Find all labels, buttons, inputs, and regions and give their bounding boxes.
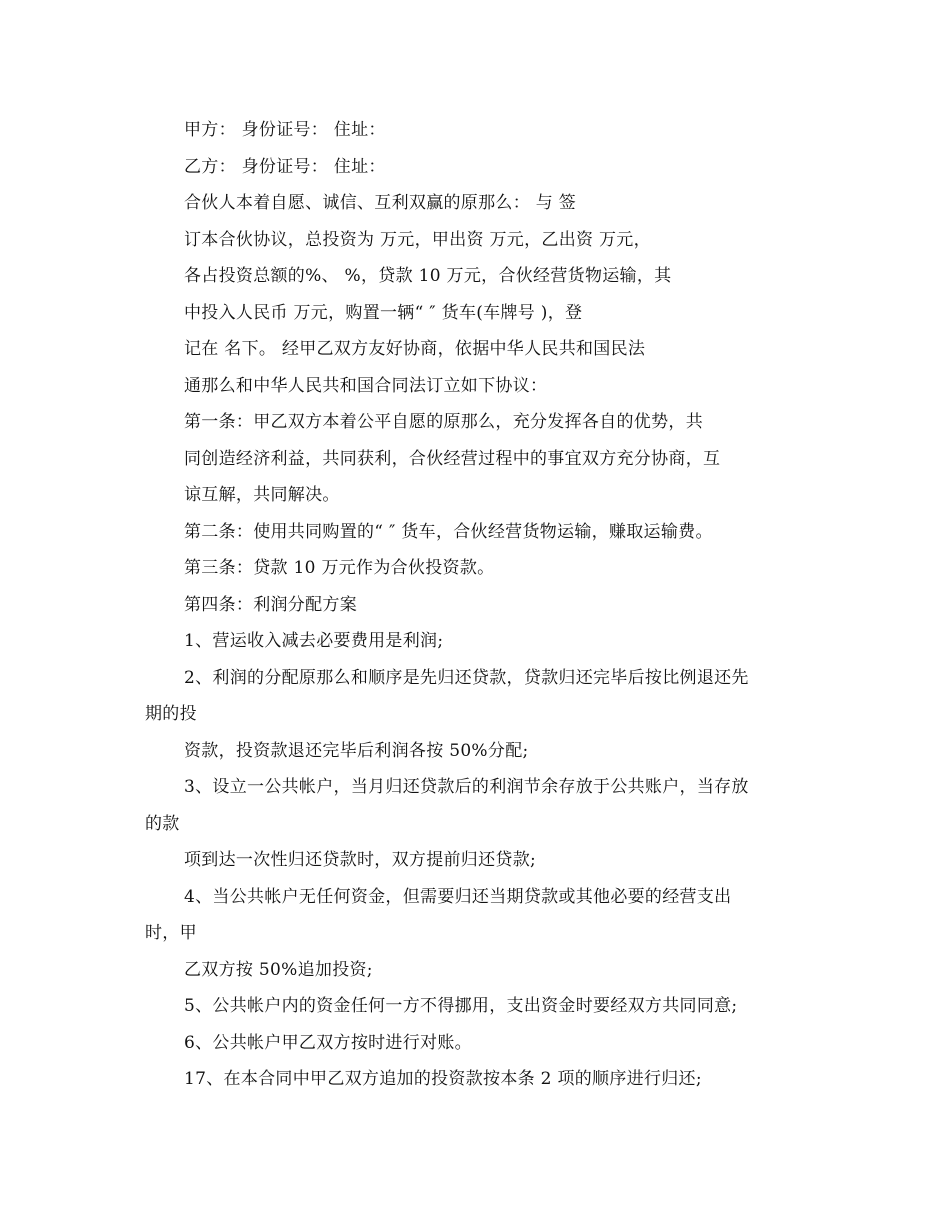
party-a-line: 甲方： 身份证号： 住址： [184,120,386,140]
clause-3-line: 的款 [145,814,180,834]
article-4-heading: 第四条：利润分配方案 [184,595,357,615]
clause-4-line: 乙双方按 50%追加投资; [184,960,373,980]
clause-3-line: 项到达一次性归还贷款时，双方提前归还贷款; [184,850,537,870]
party-b-line: 乙方： 身份证号： 住址： [184,157,386,177]
clause-3-line: 3、设立一公共帐户，当月归还贷款后的利润节余存放于公共账户，当存放 [184,777,749,797]
preamble-line: 合伙人本着自愿、诚信、互利双赢的原那么： 与 签 [184,193,577,213]
preamble-line: 记在 名下。 经甲乙双方友好协商，依据中华人民共和国民法 [184,339,646,359]
clause-5-line: 5、公共帐户内的资金任何一方不得挪用，支出资金时要经双方共同同意; [184,996,738,1016]
clause-6-line: 6、公共帐户甲乙双方按时进行对账。 [184,1033,472,1053]
article-3-line: 第三条：贷款 10 万元作为合伙投资款。 [184,558,495,578]
clause-2-line: 2、利润的分配原那么和顺序是先归还贷款，贷款归还完毕后按比例退还先 [184,668,749,688]
article-1-line: 第一条：甲乙双方本着公平自愿的原那么，充分发挥各自的优势，共 [184,412,703,432]
clause-4-line: 4、当公共帐户无任何资金，但需要归还当期贷款或其他必要的经营支出 [184,887,732,907]
preamble-line: 中投入人民币 万元，购置一辆“ ″ 货车(车牌号 )，登 [184,303,583,323]
article-2-line: 第二条：使用共同购置的“ ″ 货车，合伙经营货物运输，赚取运输费。 [184,522,713,542]
preamble-line: 订本合伙协议，总投资为 万元，甲出资 万元，乙出资 万元， [184,230,651,250]
preamble-line: 各占投资总额的%、 %，贷款 10 万元，合伙经营货物运输，其 [184,266,672,286]
clause-4-line: 时，甲 [145,923,197,943]
article-1-line: 谅互解，共同解决。 [184,485,340,505]
clause-2-line: 期的投 [145,704,197,724]
clause-2-line: 资款，投资款退还完毕后利润各按 50%分配; [184,741,529,761]
clause-1-line: 1、营运收入减去必要费用是利润; [184,631,444,651]
clause-17-line: 17、在本合同中甲乙双方追加的投资款按本条 2 项的顺序进行归还; [184,1069,702,1089]
article-1-line: 同创造经济利益，共同获利，合伙经营过程中的事宜双方充分协商，互 [184,449,721,469]
preamble-line: 通那么和中华人民共和国合同法订立如下协议： [184,376,548,396]
